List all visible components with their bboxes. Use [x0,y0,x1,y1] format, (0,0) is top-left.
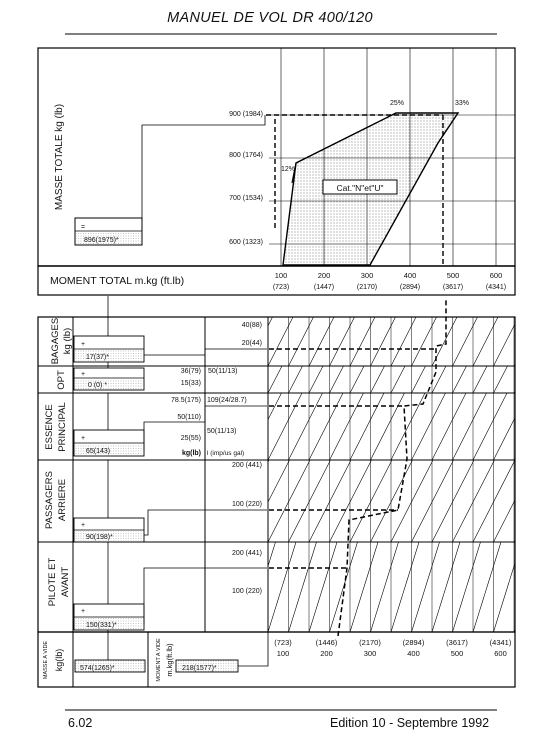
vide-moment-value: 218(1577)* [182,665,217,672]
opt-label: OPT [56,370,67,390]
pilote-sign: + [81,608,86,615]
grid-diagonal [432,393,466,460]
station-vide [43,632,268,682]
document-title: MANUEL DE VOL DR 400/120 [167,10,373,26]
page-number: 6.02 [68,716,93,730]
opt-vol: 50(11/13) [208,368,238,375]
grid-diagonal [391,366,405,393]
passagers-sign: + [81,522,86,529]
grid-diagonal [453,317,478,366]
grid-diagonal [330,317,355,366]
bottom-tick-mkg-1: 200 [320,649,333,658]
mass-tick-900: 900 (1984) [229,111,263,118]
grid-diagonal [350,393,384,460]
grid-diagonal [473,317,498,366]
grid-diagonal [535,460,540,542]
grid-diagonal [309,366,323,393]
pct-label-25: 25% [390,100,405,107]
bottom-tick-ftlb-3: (2894) [402,638,425,647]
essence-vol-unit: l (imp/us gal) [207,450,245,457]
pilote-scale-200: 200 (441) [232,550,262,557]
bagages-scale-20: 20(44) [241,340,262,347]
grid-diagonal [432,542,460,632]
bottom-tick-mkg-0: 100 [276,649,290,658]
grid-diagonal [432,366,446,393]
opt-mass-36: 36(79) [180,368,201,375]
grid-diagonal [268,366,282,393]
essence-mass-78: 78.5(175) [171,397,201,404]
vide-mass-value: 574(1265)* [80,665,115,672]
mass-axis-label: MASSE TOTALE kg (lb) [54,103,65,211]
grid-diagonal [268,460,310,542]
grid-diagonal [248,366,262,393]
grid-diagonal [514,393,540,460]
grid-diagonal [514,366,528,393]
passagers-label2: ARRIERE [57,478,68,522]
vide-mass-unit: kg(lb) [54,648,64,672]
station-opt [56,368,237,390]
mass-tick-700: 700 (1534) [229,195,263,202]
grid-diagonal [535,317,540,366]
moment-tick-ftlb-400: (2894) [399,284,421,291]
station-bagages [50,318,267,364]
grid-diagonal [268,542,296,632]
moment-tick-300: 300 [360,271,374,280]
moment-tick-ftlb-200: (1447) [313,284,335,291]
pct-label-12: 12% [281,166,296,173]
grid-diagonal [453,393,487,460]
bagages-unit: kg (lb) [62,327,73,355]
moment-tick-400: 400 [403,271,417,280]
grid-diagonal [494,542,522,632]
essence-value: 65(143) [86,448,111,455]
grid-diagonal [432,460,474,542]
grid-diagonal [412,393,446,460]
loading-grid-panel [38,317,540,687]
pilote-label: PILOTE ET [47,557,58,607]
grid-diagonal [453,542,481,632]
grid-diagonal [330,366,344,393]
moment-tick-ftlb-300: (2170) [356,284,378,291]
grid-diagonal [289,366,303,393]
grid-diagonal [289,542,317,632]
grid-diagonal [289,317,314,366]
pct-label-33: 33% [455,100,470,107]
mass-tick-800: 800 (1764) [229,152,263,159]
grid-diagonal [412,317,437,366]
pilote-value: 150(331)* [86,622,117,629]
bagages-sign: + [81,341,86,348]
bottom-tick-mkg-2: 300 [363,649,377,658]
mass-tick-600: 600 (1323) [229,239,263,246]
moment-tick-200: 200 [317,271,331,280]
total-mass-value: 896(1975)* [84,237,119,244]
grid-diagonal [473,366,487,393]
grid-diagonal [371,366,385,393]
vide-moment-unit: m.kg(ft.lb) [165,643,174,677]
bottom-tick-mkg-3: 400 [407,649,420,658]
moment-tick-600: 600 [489,271,503,280]
envelope-label: Cat."N"et"U" [336,183,384,193]
total-box-plus: = [81,224,86,231]
grid-diagonal [371,542,399,632]
pilote-label2: AVANT [60,566,71,598]
grid-diagonal [453,366,467,393]
grid-diagonal [309,460,351,542]
grid-diagonal [371,393,405,460]
bottom-tick-ftlb-5: (4341) [489,638,512,647]
grid-diagonal [186,542,214,632]
bottom-tick-ftlb-2: (2170) [359,638,381,647]
bagages-scale-40: 40(88) [241,322,262,329]
grid-diagonal [494,393,528,460]
passagers-value: 90(198)* [86,534,113,541]
essence-mass-unit: kg(lb) [181,450,201,457]
moment-tick-ftlb-500: (3617) [442,284,464,291]
grid-diagonal [473,460,515,542]
moment-tick-500: 500 [446,271,460,280]
grid-diagonal [350,366,364,393]
grid-diagonal [412,366,426,393]
bottom-tick-ftlb-4: (3617) [446,638,468,647]
essence-vol-50: 50(11/13) [207,428,237,435]
bagages-value: 17(37)* [86,354,109,361]
grid-diagonal [248,393,282,460]
grid-diagonal [494,366,508,393]
grid-diagonal [289,460,331,542]
moment-tick-100: 100 [274,271,288,280]
grid-diagonal [207,317,232,366]
bagages-label: BAGAGES [50,317,61,365]
bottom-tick-mkg-4: 500 [450,649,464,658]
moment-axis-label: MOMENT TOTAL m.kg (ft.lb) [50,275,185,287]
grid-diagonal [535,542,540,632]
grid-diagonal [330,393,364,460]
grid-diagonal [391,393,425,460]
passagers-label: PASSAGERS [44,471,55,529]
essence-label2: PRINCIPAL [57,402,68,452]
station-passagers [44,462,267,542]
opt-value: 0 (0) * [88,382,108,389]
essence-mass-50: 50(110) [177,414,201,421]
grid-diagonal [330,460,372,542]
grid-diagonal [309,317,334,366]
grid-diagonal [473,393,507,460]
grid-diagonal [391,460,433,542]
edition-label: Edition 10 - Septembre 1992 [330,716,490,730]
grid-diagonal [453,460,495,542]
bottom-tick-ftlb-1: (1446) [315,638,338,647]
grid-diagonal [289,393,323,460]
grid-diagonal [309,393,343,460]
passagers-scale-200: 200 (441) [232,462,262,469]
station-pilote [47,550,267,630]
grid-diagonal [473,542,501,632]
passagers-scale-100: 100 (220) [232,501,262,508]
grid-diagonal [412,542,440,632]
vide-mass-label: MASSE A VIDE [43,640,49,680]
moment-tick-ftlb-600: (4341) [485,284,507,291]
grid-diagonal [371,460,413,542]
grid-diagonal [391,542,419,632]
essence-label: ESSENCE [44,404,55,450]
grid-diagonal [186,460,228,542]
example-path-grid [338,300,446,636]
grid-diagonal [350,542,378,632]
station-essence [44,397,267,457]
opt-mass-15: 15(33) [180,380,201,387]
essence-vol-109: 109(24/28.7) [207,397,247,404]
grid-diagonal [514,542,540,632]
grid-diagonal [186,317,211,366]
pilote-scale-100: 100 (220) [232,588,262,595]
opt-sign: + [81,371,86,378]
moment-tick-ftlb-100: (723) [272,284,290,291]
grid-diagonal [535,366,540,393]
bottom-tick-ftlb-0: (723) [274,638,292,647]
bottom-tick-mkg-5: 600 [494,649,507,658]
grid-diagonal [207,542,235,632]
essence-sign: + [81,435,86,442]
grid-diagonal [330,542,358,632]
essence-mass-25: 25(55) [180,435,201,442]
grid-diagonal [514,317,539,366]
grid-diagonal [268,393,302,460]
grid-diagonal [391,317,416,366]
grid-diagonal [412,460,454,542]
grid-diagonal [371,317,396,366]
grid-diagonal [309,542,337,632]
vide-moment-label: MOMENT A VIDE [156,638,162,682]
grid-diagonal [268,317,293,366]
grid-diagonal [350,317,375,366]
grid-diagonal [350,460,392,542]
grid-diagonal [535,393,540,460]
grid-diagonal [514,460,540,542]
